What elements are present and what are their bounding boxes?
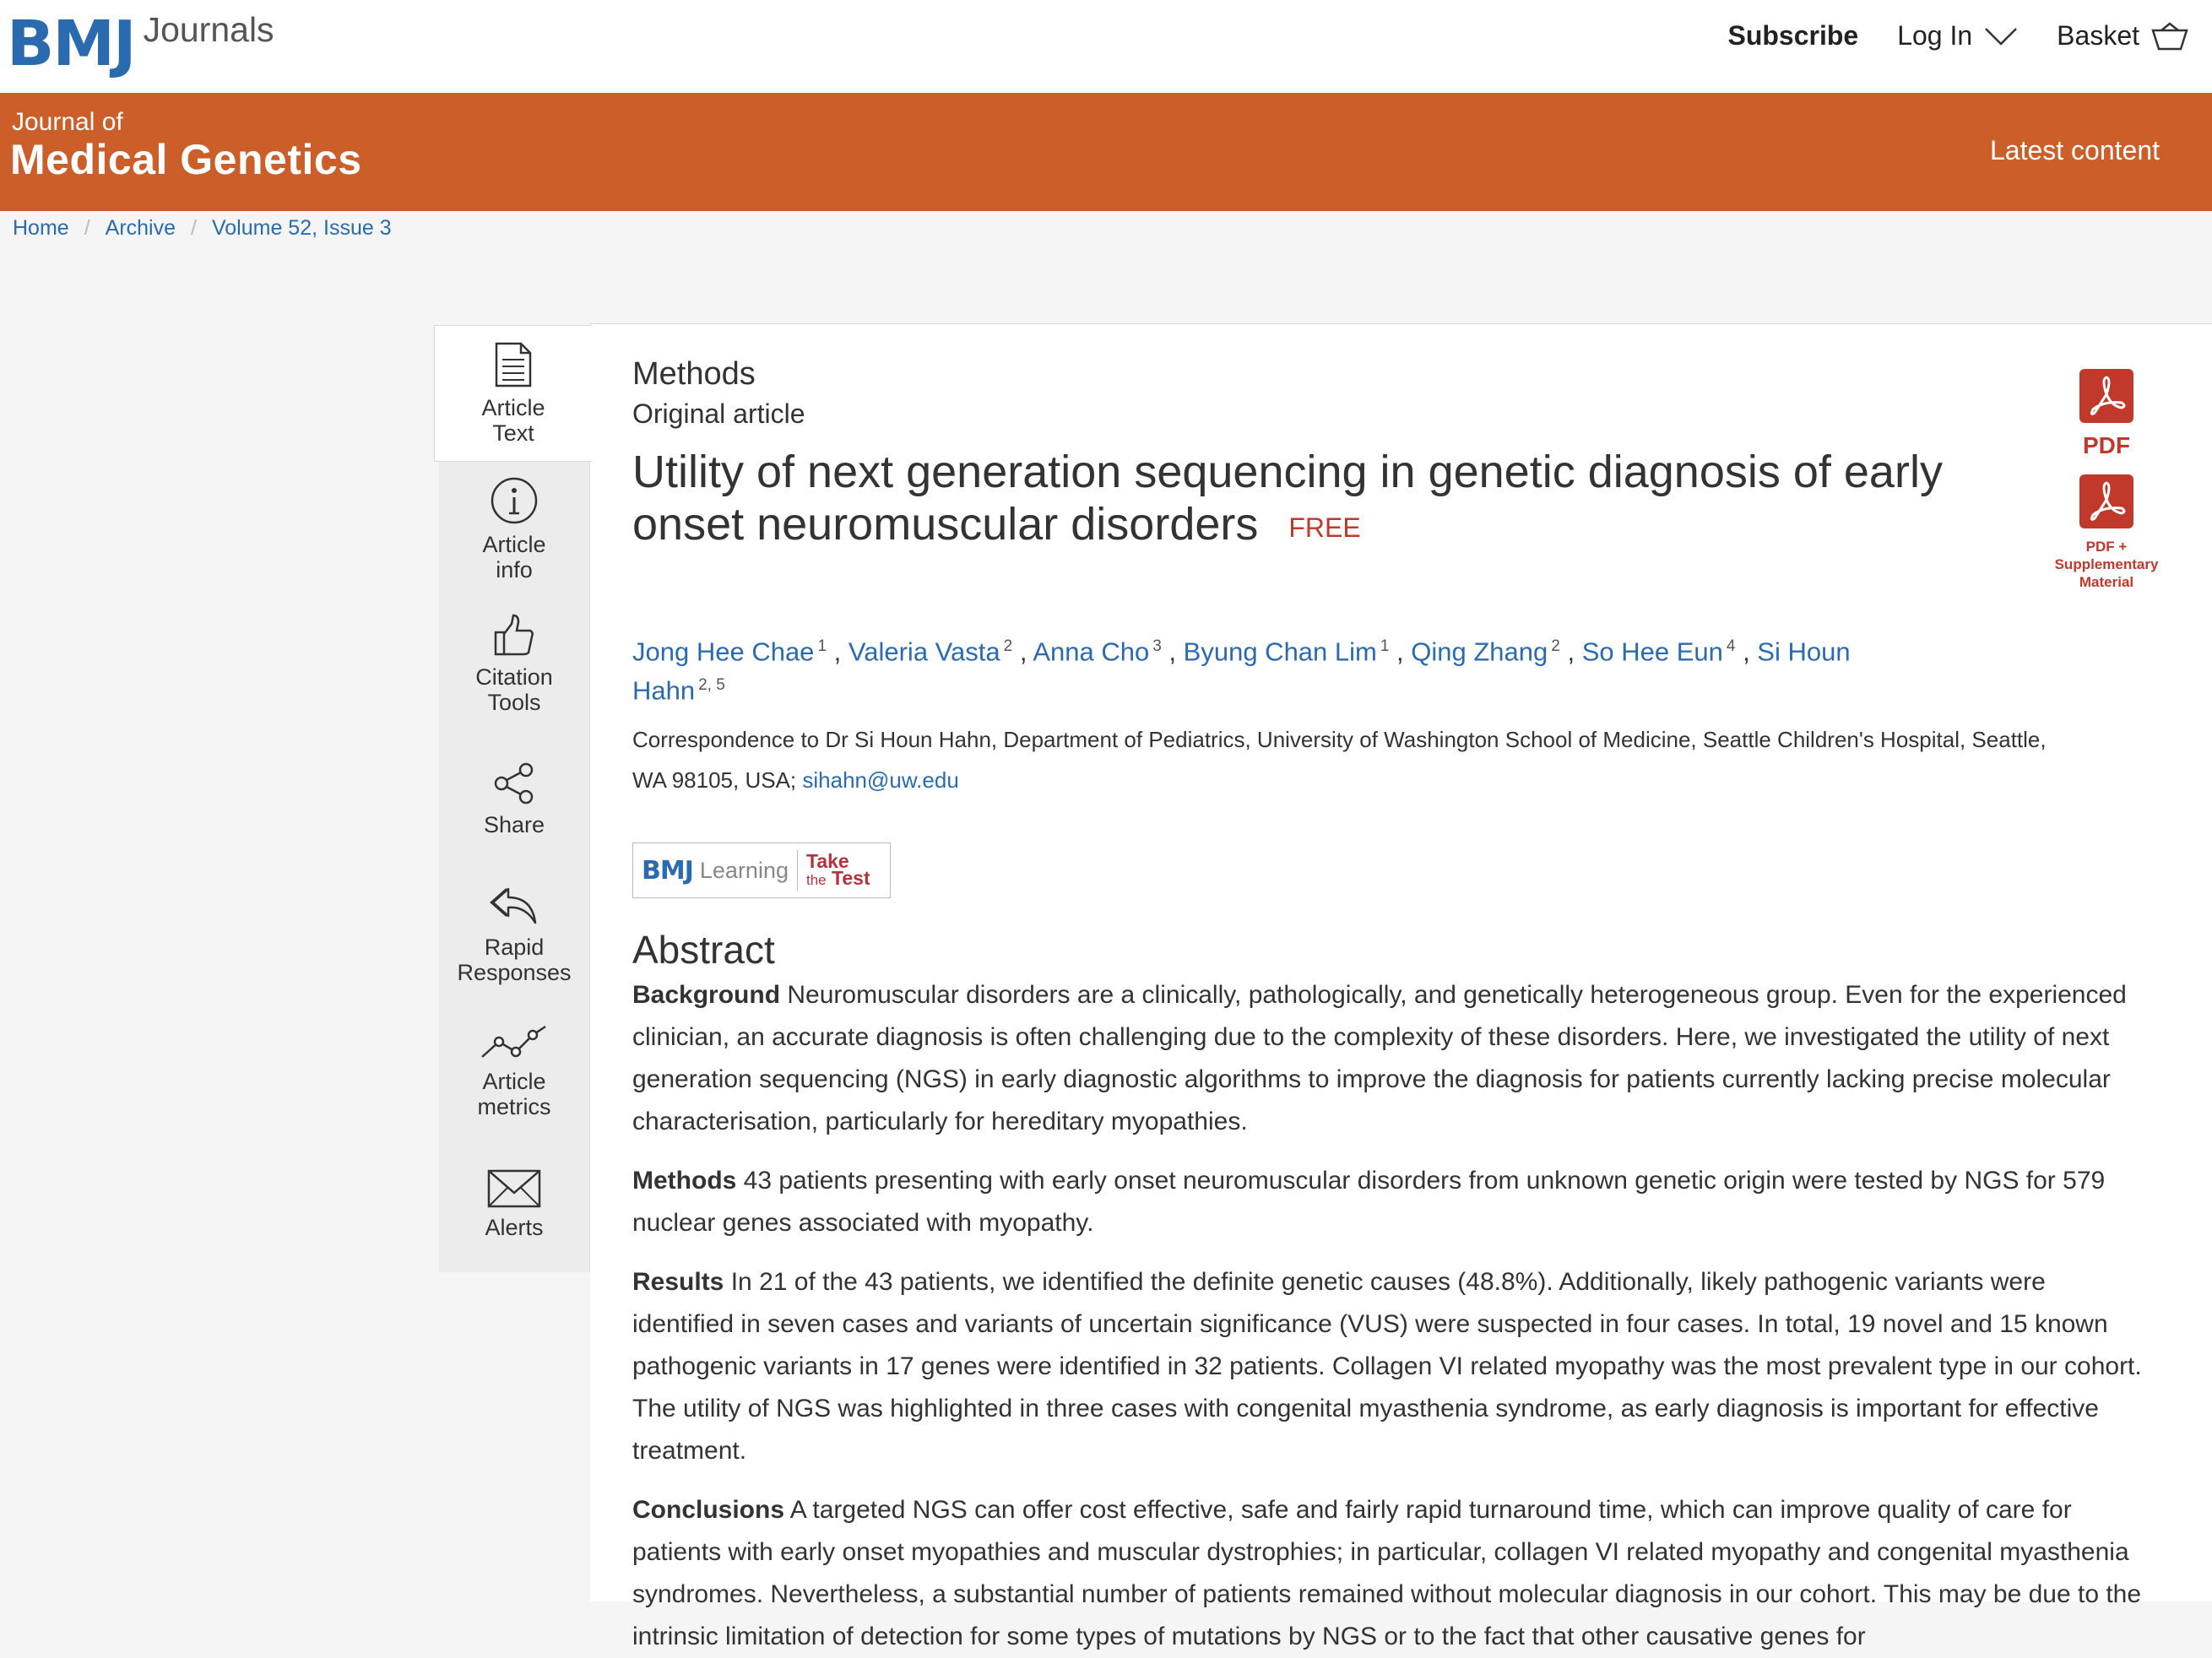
info-icon (490, 476, 539, 525)
free-access-badge: FREE (1288, 512, 1361, 543)
journal-title[interactable]: Medical Genetics (10, 136, 362, 183)
conclusions-text: A targeted NGS can offer cost effective, safe and fairly rapid turnaround time, which can improve quality of care for patients with early onset myopathies and muscular dystrophies; in particular, collagen VI related myopathy and congenital myasthenia syndromes. Nevertheless, a substantial number of patients remained without molecular diagnosis in our cohort. This may be due to the intrinsic limitation of detection for some types of mutations by NGS or to the fact that other causative genes for (632, 1496, 2142, 1651)
author-list: Jong Hee Chae $^1$ , Valeria Vasta $^2$ , Anna Cho $^3$ , Byung Chan Lim $^1$ , Qing Zhang $^2$ , So Hee Eun $^4$ , Si Houn Hahn $^{2, 5}$ (632, 637, 1851, 706)
abstract-heading: Abstract (632, 928, 775, 973)
sidebar-item-share[interactable] (439, 732, 590, 867)
breadcrumb-separator: / (84, 216, 90, 240)
author-link[interactable]: Jong Hee Chae (632, 637, 815, 667)
breadcrumb-archive[interactable]: Archive (105, 216, 176, 240)
author-affiliation: 3 (1152, 637, 1162, 655)
article-title-text: Utility of next generation sequencing in genetic diagnosis of early onset neuromuscular disorders (632, 447, 1943, 550)
sidebar-item-alerts[interactable] (439, 1137, 590, 1272)
sidebar-item-label: Article metrics (477, 1069, 551, 1119)
conclusions-label: Conclusions (632, 1496, 785, 1525)
latest-content-link[interactable]: Latest content (1989, 135, 2160, 165)
basket-label: Basket (2057, 20, 2139, 51)
sidebar-item-article-metrics[interactable] (439, 1002, 590, 1137)
pdf-supplementary-label: PDF + Supplementary Material (2054, 539, 2159, 590)
author-link[interactable]: Byung Chan Lim (1183, 637, 1377, 667)
author-affiliation: 2, 5 (698, 676, 725, 695)
take-the-test-label (805, 849, 870, 889)
document-icon (494, 341, 533, 388)
breadcrumb-separator: / (191, 216, 197, 240)
correspondence-text: Correspondence to Dr Si Houn Hahn, Department of Pediatrics, University of Washington School of Medicine, Seattle Children's Hospital, Seattle, WA 98105, USA; (632, 727, 2047, 794)
logo-brand: BMJ (7, 8, 135, 80)
author-link[interactable]: Qing Zhang (1411, 637, 1548, 667)
login-menu[interactable] (1897, 20, 2018, 51)
journal-banner (0, 93, 2212, 211)
basket-icon (2151, 22, 2188, 51)
sidebar-item-label: Article info (482, 532, 546, 582)
background-label: Background (632, 981, 781, 1010)
results-text: In 21 of the 43 patients, we identified the definite genetic causes (48.8%). Additionally, likely pathogenic variants were identified in seven cases and variants of uncertain significance (VUS) were suspected in four cases. In total, 19 novel and 15 known pathogenic variants in 17 genes were identified in 32 patients. Collagen VI related myopathy was the most prevalent type in our cohort. The utility of NGS was highlighted in three cases with congenital myasthenia syndrome, as early diagnosis is important for effective treatment. (632, 1268, 2142, 1466)
sidebar-item-label: Share (483, 812, 545, 837)
abstract-background (632, 974, 2152, 1143)
take-word: Take (805, 849, 849, 872)
author-affiliation: 4 (1726, 637, 1736, 655)
article-panel (590, 323, 2212, 1651)
sidebar-item-label: Alerts (485, 1215, 544, 1240)
abstract-methods (632, 1160, 2152, 1244)
author-link[interactable]: Valeria Vasta (848, 637, 1000, 667)
breadcrumb-volume[interactable]: Volume 52, Issue 3 (211, 216, 392, 240)
article-type: Original article (632, 398, 805, 429)
bmj-journals-logo[interactable] (7, 7, 274, 83)
pdf-supplementary-link[interactable] (2043, 473, 2170, 591)
results-label: Results (632, 1268, 724, 1297)
article-section: Methods (632, 356, 756, 392)
abstract-conclusions (632, 1489, 2152, 1658)
envelope-icon (487, 1169, 541, 1208)
author-affiliation: 1 (817, 637, 827, 655)
pdf-download-link[interactable] (2052, 367, 2161, 459)
background-text: Neuromuscular disorders are a clinically, pathologically, and genetically heterogeneous group. Even for the experienced clinician, an accurate diagnosis is often challenging due to the complexity of these disorders. Here, we investigated the utility of next generation sequencing (NGS) in early diagnostic algorithms to improve the diagnosis for patients currently lacking precise molecular characterisation, particularly for hereditary myopathies. (632, 981, 2127, 1136)
login-label: Log In (1897, 20, 1973, 51)
journal-prefix: Journal of (12, 108, 123, 136)
account-nav (1727, 20, 2188, 51)
thumbs-up-icon (493, 614, 535, 658)
metrics-icon (478, 1020, 550, 1062)
author-link[interactable]: Anna Cho (1033, 637, 1150, 667)
learning-brand: BMJ (642, 855, 693, 886)
author-affiliation: 1 (1380, 637, 1390, 655)
sidebar-item-label: Citation Tools (475, 664, 553, 715)
methods-text: 43 patients presenting with early onset neuromuscular disorders from unknown genetic origin were tested by NGS for 579 nuclear genes associated with myopathy. (632, 1167, 2106, 1238)
breadcrumb-home[interactable]: Home (13, 216, 69, 240)
correspondence-email[interactable]: sihahn@uw.edu (802, 767, 959, 794)
logo-suffix: Journals (143, 10, 274, 49)
basket-link[interactable] (2057, 20, 2188, 51)
sidebar-item-rapid-responses[interactable] (439, 867, 590, 1002)
subscribe-link[interactable]: Subscribe (1727, 20, 1859, 51)
bmj-learning-take-test-button[interactable] (632, 843, 891, 898)
correspondence (632, 719, 2085, 800)
reply-icon (490, 884, 539, 928)
sidebar-item-article-text[interactable] (434, 325, 592, 462)
article-tools-sidebar (439, 325, 591, 1272)
pdf-file-icon (2078, 473, 2135, 530)
learning-label: Learning (699, 857, 789, 883)
top-header (0, 0, 2212, 93)
breadcrumb (13, 216, 392, 241)
the-word: the (805, 871, 827, 888)
test-word: Test (832, 866, 870, 889)
sidebar-item-label: Article Text (481, 395, 545, 446)
sidebar-item-article-info[interactable] (439, 462, 590, 597)
methods-label: Methods (632, 1167, 737, 1195)
author-link[interactable]: Si Houn Hahn (632, 637, 1851, 706)
author-link[interactable]: So Hee Eun (1581, 637, 1723, 667)
share-icon (492, 761, 536, 805)
article-title (632, 446, 1949, 554)
chevron-down-icon (1984, 26, 2018, 46)
sidebar-item-label: Rapid Responses (457, 935, 572, 985)
badge-divider (797, 850, 798, 891)
pdf-label: PDF (2083, 432, 2130, 458)
author-affiliation: 2 (1003, 637, 1013, 655)
pdf-file-icon (2078, 367, 2135, 425)
sidebar-item-citation-tools[interactable] (439, 597, 590, 732)
abstract-results (632, 1261, 2152, 1472)
author-affiliation: 2 (1551, 637, 1560, 655)
